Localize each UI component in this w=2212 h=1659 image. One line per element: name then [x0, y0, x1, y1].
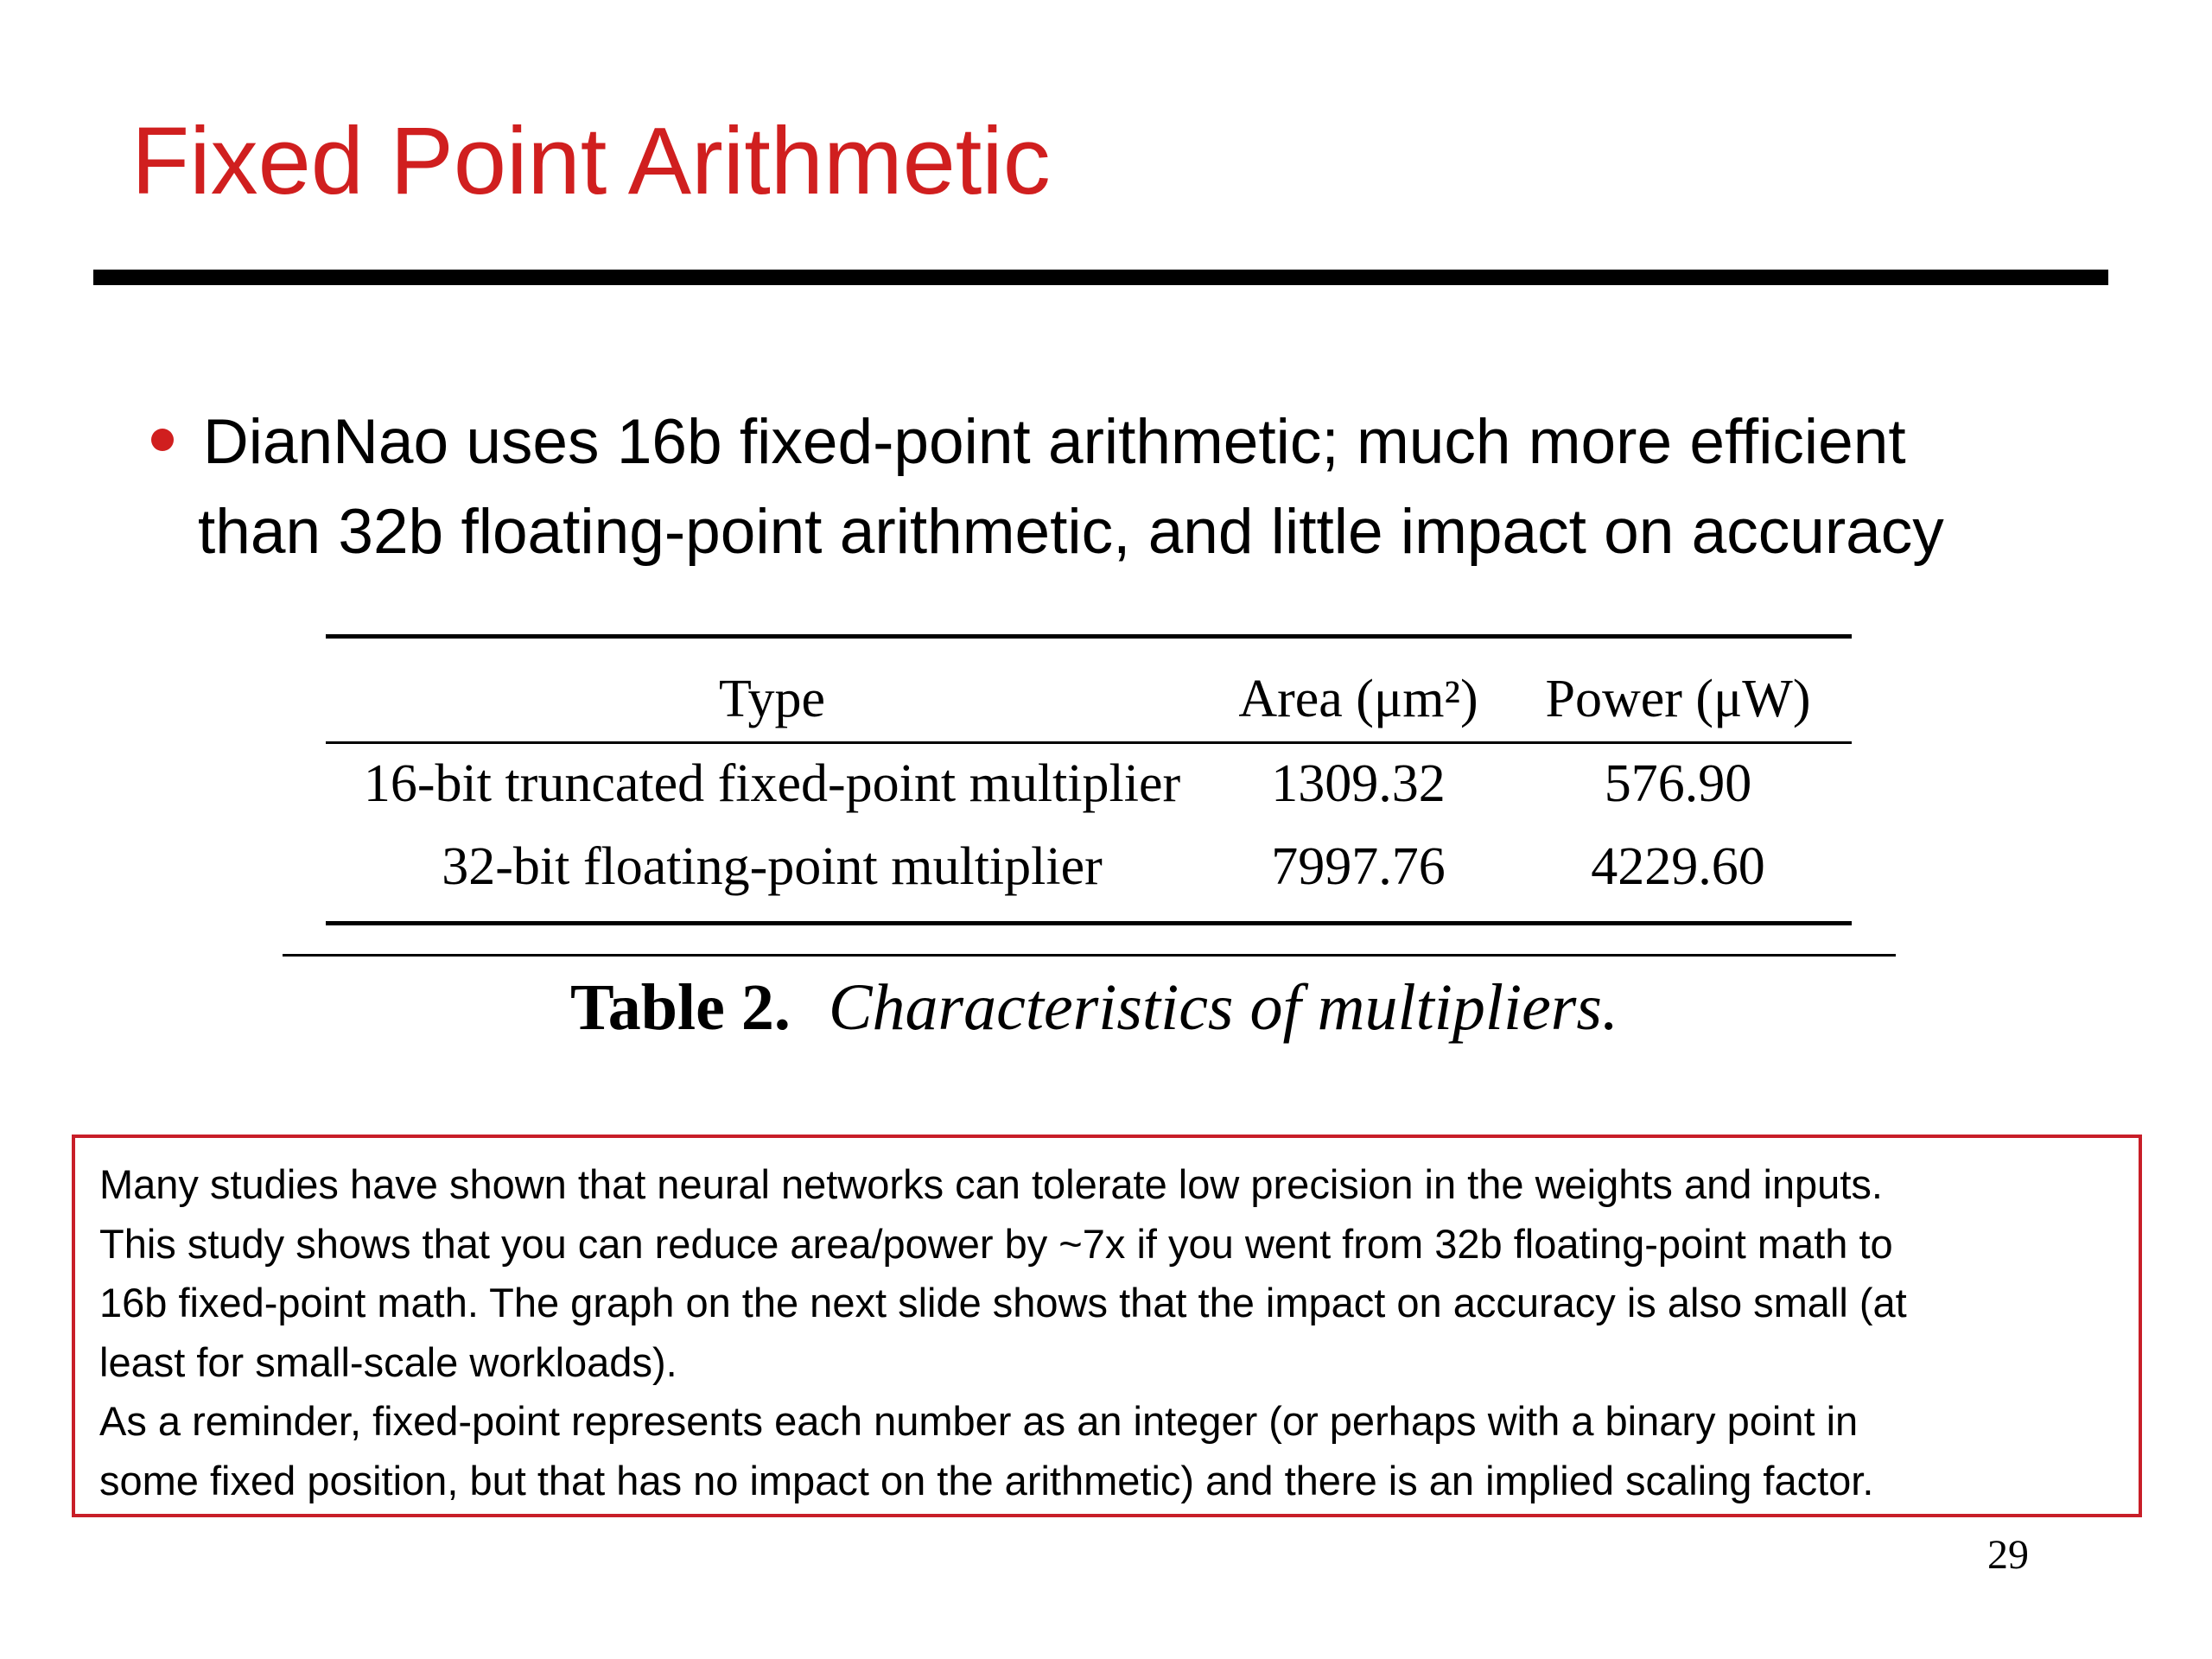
table-bottom-rule — [326, 921, 1852, 925]
table-top-rule — [326, 634, 1852, 639]
table-header-rule — [326, 741, 1852, 744]
row-area: 7997.76 — [1271, 837, 1446, 896]
caption-divider — [283, 954, 1896, 957]
bullet-text-line-1: DianNao uses 16b fixed-point arithmetic; much more efficient — [203, 407, 1906, 477]
row-area: 1309.32 — [1271, 754, 1446, 813]
caption-label: Table 2. — [570, 971, 791, 1044]
note-line: least for small-scale workloads). — [99, 1338, 677, 1385]
bullet-dot-icon — [151, 429, 174, 451]
header-type: Type — [718, 670, 826, 728]
caption-text: Characteristics of multipliers. — [828, 971, 1618, 1044]
title-divider — [93, 270, 2108, 285]
note-line: This study shows that you can reduce area/power by ~7x if you went from 32b floating-point math to — [99, 1220, 1893, 1267]
note-line: Many studies have shown that neural networks can tolerate low precision in the weights and inputs. — [99, 1161, 1883, 1207]
header-area: Area (μm²) — [1238, 670, 1478, 728]
row-type: 16-bit truncated fixed-point multiplier — [363, 754, 1181, 813]
table-caption — [570, 971, 1618, 1044]
note-line: some fixed position, but that has no impact on the arithmetic) and there is an implied scaling factor. — [99, 1457, 1874, 1503]
slide-title: Fixed Point Arithmetic — [131, 108, 1051, 214]
row-type: 32-bit floating-point multiplier — [442, 837, 1103, 896]
speaker-note-box — [72, 1135, 2142, 1517]
row-power: 4229.60 — [1591, 837, 1765, 896]
row-power: 576.90 — [1604, 754, 1752, 813]
header-power: Power (μW) — [1545, 670, 1811, 728]
note-line: As a reminder, fixed-point represents each number as an integer (or perhaps with a binary point in — [99, 1398, 1859, 1444]
page-number: 29 — [1987, 1532, 2029, 1578]
note-line: 16b fixed-point math. The graph on the next slide shows that the impact on accuracy is also small (at — [99, 1280, 1907, 1325]
bullet-text-line-2: than 32b floating-point arithmetic, and little impact on accuracy — [198, 497, 1944, 567]
